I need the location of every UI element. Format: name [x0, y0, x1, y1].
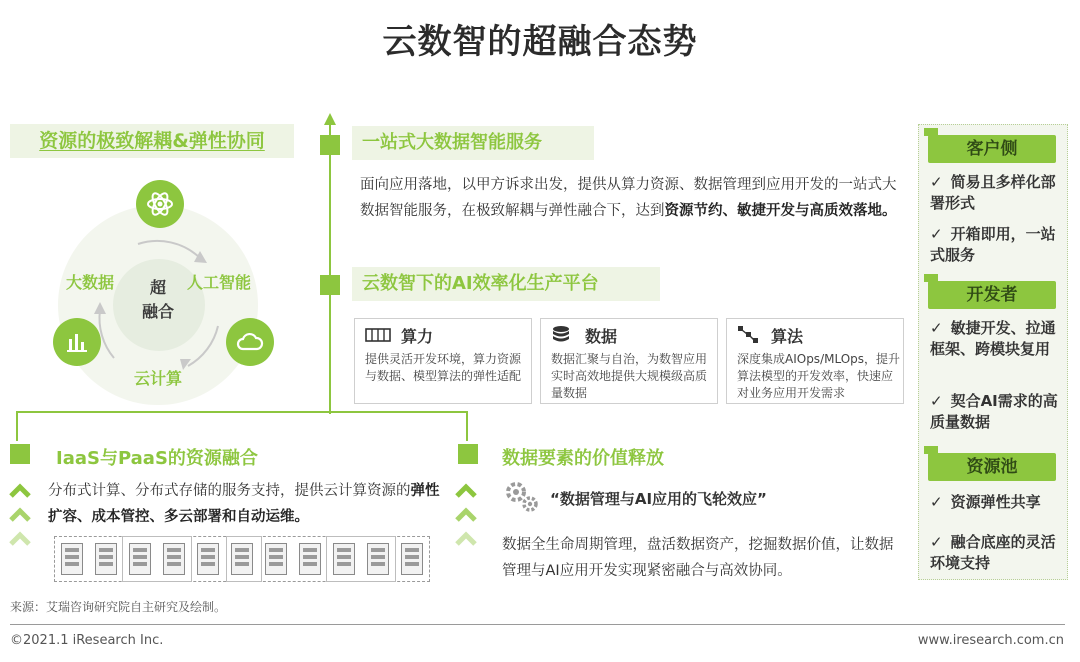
website-link[interactable]: www.iresearch.com.cn [917, 633, 1064, 648]
page-title: 云数智的超融合态势 [382, 22, 698, 62]
section2-heading: 云数智下的AI效率化生产平台 [352, 267, 660, 301]
cloud-icon [226, 318, 274, 366]
axis-drop-right [466, 411, 468, 441]
chevron-up-icon [8, 480, 32, 552]
server-icon [299, 543, 321, 575]
atom-icon [136, 180, 184, 228]
card-title: 算力 [401, 327, 434, 346]
section1-heading: 一站式大数据智能服务 [352, 126, 594, 160]
section-marker [458, 444, 478, 464]
card-desc: 数据汇聚与自治，为数智应用实时高效地提供大规模级高质量数据 [551, 352, 708, 400]
section-marker [320, 135, 340, 155]
card-algorithm [726, 318, 904, 404]
server-icon [129, 543, 151, 575]
flywheel-quote: “数据管理与AI应用的飞轮效应” [550, 490, 767, 508]
footer-divider [10, 624, 1065, 625]
card-desc: 提供灵活开发环境，算力资源与数据、模型算法的弹性适配 [365, 352, 522, 383]
benefit-item: ✓ 开箱即用，一站式服务 [930, 225, 1056, 264]
decoupling-heading: 资源的极致解耦&弹性协同 [10, 124, 294, 158]
chevron-up-icon [454, 480, 478, 552]
section1-text: 面向应用落地，以甲方诉求出发，提供从算力资源、数据管理到应用开发的一站式大数据智能服务，在极致解耦与弹性融合下，达到资源节约、敏捷开发与高质效落地。 [360, 177, 897, 219]
tab-customer: 客户侧 [928, 135, 1056, 163]
card-title: 算法 [771, 327, 804, 346]
database-icon [551, 325, 571, 345]
benefit-item: ✓ 简易且多样化部署形式 [930, 173, 1056, 212]
benefit-item: ✓ 资源弹性共享 [930, 493, 1041, 511]
server-row [54, 536, 430, 582]
benefit-item: ✓ 敏捷开发、拉通框架、跨模块复用 [930, 319, 1056, 358]
section4-heading: 数据要素的价值释放 [502, 448, 664, 469]
label-cloud: 云计算 [134, 369, 183, 388]
server-icon [197, 543, 219, 575]
section-marker [320, 275, 340, 295]
section3-text: 分布式计算、分布式存储的服务支持，提供云计算资源的弹性扩容、成本管控、多云部署和自动运维。 [48, 483, 440, 525]
server-icon [265, 543, 287, 575]
card-title: 数据 [585, 327, 618, 346]
copyright: ©2021.1 iResearch Inc. [10, 633, 164, 648]
section4-text: 数据全生命周期管理，盘活数据资产，挖掘数据价值，让数据管理与AI应用开发实现紧密融合与高效协同。 [502, 537, 894, 579]
server-icon [231, 543, 253, 575]
algorithm-icon [737, 325, 759, 345]
card-desc: 深度集成AIOps/MLOps，提升算法模型的开发效率，快速应对业务应用开发需求 [737, 352, 901, 400]
source-note: 来源：艾瑞咨询研究院自主研究及绘制。 [10, 600, 227, 614]
label-big-data: 大数据 [66, 273, 115, 292]
server-icon [95, 543, 117, 575]
server-icon [367, 543, 389, 575]
bar-chart-icon [53, 318, 101, 366]
card-compute [354, 318, 532, 404]
benefit-item: ✓ 融合底座的灵活环境支持 [930, 533, 1056, 572]
tab-developer: 开发者 [928, 281, 1056, 309]
server-rack-icon [365, 327, 391, 343]
section-marker [10, 444, 30, 464]
axis-drop-left [16, 411, 18, 441]
fusion-center-label: 超 融合 [141, 278, 174, 321]
label-ai: 人工智能 [187, 273, 252, 292]
tab-resource-pool: 资源池 [928, 453, 1056, 481]
section3-heading: IaaS与PaaS的资源融合 [56, 448, 258, 469]
gears-icon [502, 478, 542, 516]
server-icon [333, 543, 355, 575]
server-icon [163, 543, 185, 575]
horizontal-axis [16, 411, 468, 413]
vertical-axis [329, 124, 331, 414]
card-data [540, 318, 718, 404]
benefit-item: ✓ 契合AI需求的高质量数据 [930, 392, 1058, 431]
server-icon [401, 543, 423, 575]
server-icon [61, 543, 83, 575]
